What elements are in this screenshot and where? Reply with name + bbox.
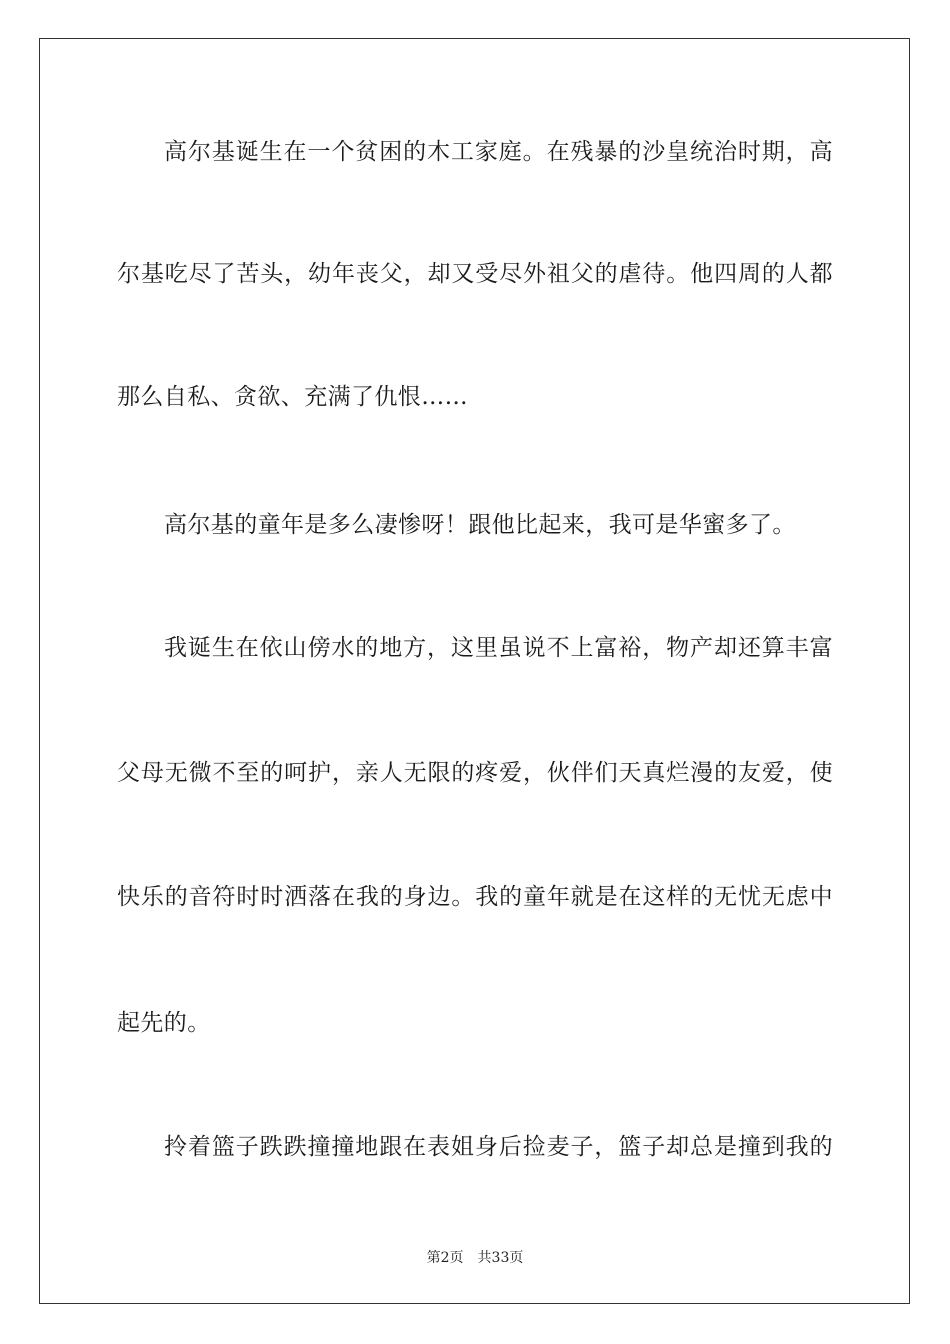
paragraph-3-line-1: 我诞生在依山傍水的地方，这里虽说不上富裕，物产却还算丰富 <box>164 635 833 661</box>
paragraph-4-line-1: 拎着篮子跌跌撞撞地跟在表姐身后捡麦子，篮子却总是撞到我的 <box>164 1134 833 1160</box>
page-number: 第2页 <box>426 1250 464 1266</box>
page-total: 共33页 <box>477 1250 524 1266</box>
paragraph-3-line-3: 快乐的音符时时洒落在我的身边。我的童年就是在这样的无忧无虑中 <box>117 884 833 910</box>
paragraph-1-line-3: 那么自私、贪欲、充满了仇恨…… <box>117 384 468 410</box>
paragraph-3-line-2: 父母无微不至的呵护，亲人无限的疼爱，伙伴们天真烂漫的友爱，使 <box>117 760 833 786</box>
paragraph-3-line-4: 起先的。 <box>117 1010 211 1036</box>
paragraph-1-line-1: 高尔基诞生在一个贫困的木工家庭。在残暴的沙皇统治时期，高 <box>164 139 833 165</box>
paragraph-1-line-2: 尔基吃尽了苦头，幼年丧父，却又受尽外祖父的虐待。他四周的人都 <box>117 261 833 287</box>
paragraph-2-line-1: 高尔基的童年是多么凄惨呀！跟他比起来，我可是华蜜多了。 <box>164 512 796 538</box>
page-footer <box>0 1247 950 1267</box>
page-border <box>39 38 910 1304</box>
